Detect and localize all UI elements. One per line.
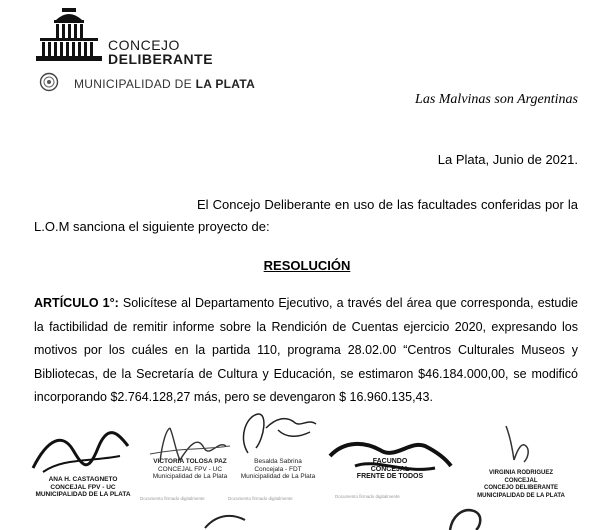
signature-2-role: CONCEJAL FPV - UC <box>157 465 223 473</box>
signature-3-role: Concejala - FDT <box>254 465 302 473</box>
article-paragraph <box>34 292 578 410</box>
handwritten-signature-icon <box>466 420 576 470</box>
brand-deliberante: DELIBERANTE <box>108 51 214 67</box>
signature-block-4 <box>325 436 455 506</box>
signature-2-name: VICTORIA TOLOSA PAZ <box>153 458 227 465</box>
signature-1-role: CONCEJAL FPV - UC <box>50 483 116 491</box>
intro-paragraph <box>34 194 578 238</box>
brand-concejo: CONCEJO <box>108 37 180 53</box>
signature-3-place: Municipalidad de La Plata <box>240 473 316 480</box>
article-text: Solicítese al Departamento Ejecutivo, a través del área que corresponda, estudie la factibilidad de remitir informe sobre la Rendición de Cuentas ejercicio 2020, expresando los motivos por los cuáles en la partida 110, programa 28.02.00 “Centros Culturales Museos y Bibliotecas, de la Secretaría de Cultura y Educación, se estimaron $46.184.000,00, se modificó incorporando $2.764.128,27 más, pero se devengaron $ 16.960.135,43. <box>34 296 579 404</box>
signature-5-role: CONCEJAL <box>504 477 538 484</box>
article-1 <box>34 292 578 410</box>
city-hall-building-icon <box>34 6 104 62</box>
signature-2-place: Municipalidad de La Plata <box>152 473 228 480</box>
letterhead <box>34 6 284 96</box>
signature-4-stamp: Documento firmado digitalmente <box>335 494 400 499</box>
date-line: La Plata, Junio de 2021. <box>437 152 578 167</box>
signature-3-stamp: Documento firmado digitalmente <box>228 496 293 501</box>
signature-5-extra: MUNICIPALIDAD DE LA PLATA <box>477 492 565 499</box>
signature-1-place: MUNICIPALIDAD DE LA PLATA <box>35 491 131 498</box>
intro-text: El Concejo Deliberante en uso de las facultades conferidas por la L.O.M sanciona el siguiente proyecto de: <box>34 197 578 234</box>
municipality-prefix: MUNICIPALIDAD DE <box>74 77 192 91</box>
signature-block-3 <box>228 408 328 508</box>
partial-signature-icon <box>440 505 500 530</box>
municipality-line <box>74 77 255 91</box>
article-label: ARTÍCULO 1°: <box>34 296 119 310</box>
municipal-seal-icon <box>39 72 59 92</box>
signature-4-name: FACUNDO <box>372 458 408 465</box>
signature-5-name: VIRGINIA RODRIGUEZ <box>488 470 554 476</box>
signature-4-role: CONCEJAL <box>370 465 410 473</box>
signature-block-2 <box>140 424 240 514</box>
document-title: RESOLUCIÓN <box>263 258 351 273</box>
handwritten-signature-icon <box>28 428 138 478</box>
signature-2-stamp: Documento firmado digitalmente <box>140 496 205 501</box>
signature-5-place: CONCEJO DELIBERANTE <box>483 485 558 491</box>
municipality-city: LA PLATA <box>195 77 256 91</box>
motto: Las Malvinas son Argentinas <box>415 92 578 107</box>
handwritten-signature-icon <box>228 408 328 458</box>
signature-3-name: Besalda Sabrina <box>254 458 302 465</box>
signature-block-1 <box>28 428 138 508</box>
signature-4-place: FRENTE DE TODOS <box>356 473 424 480</box>
signature-1-name: ANA H. CASTAGNETO <box>48 476 118 483</box>
partial-signature-icon <box>200 508 280 530</box>
signature-block-5 <box>466 420 576 510</box>
